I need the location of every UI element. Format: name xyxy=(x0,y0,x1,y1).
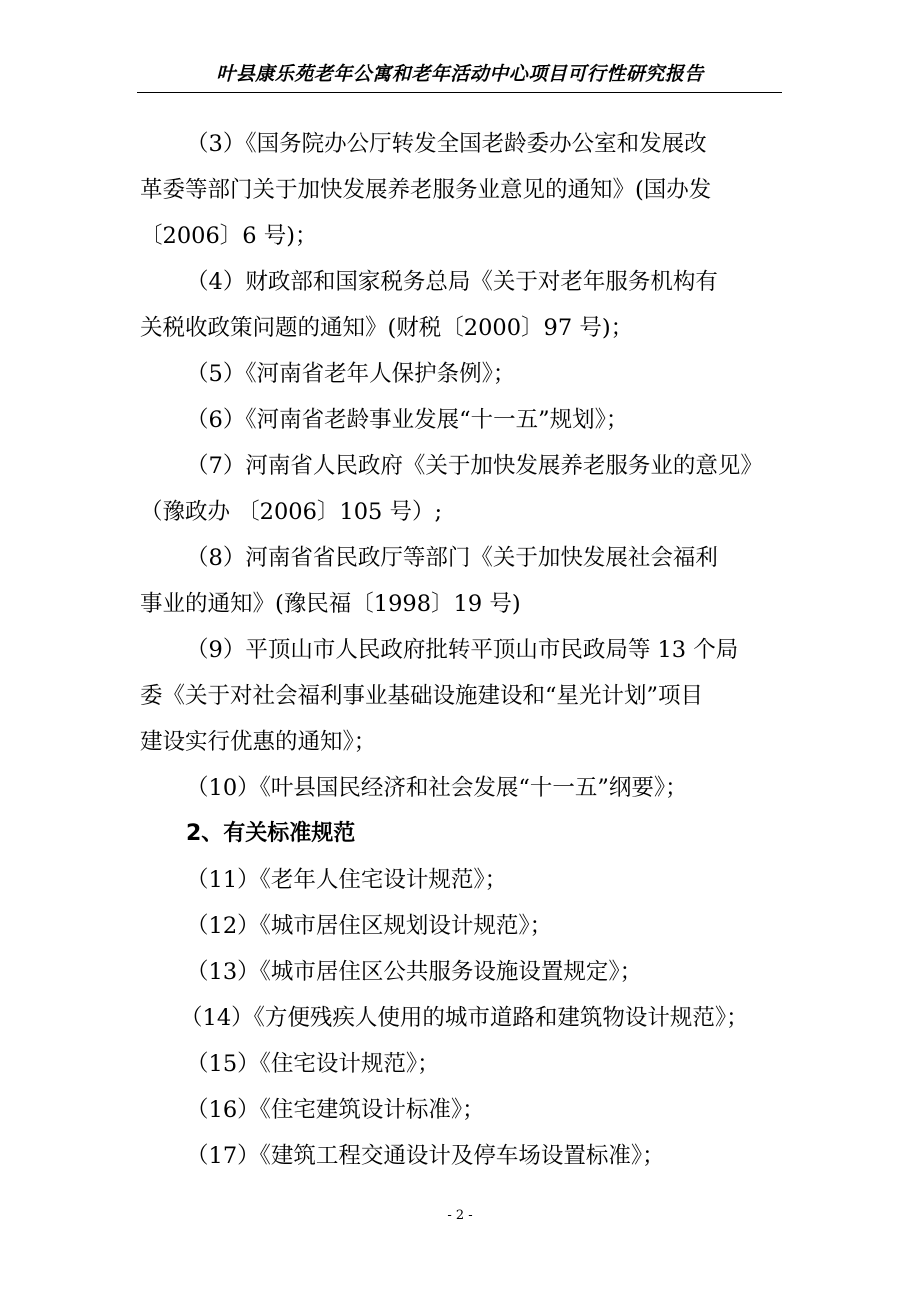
reference-item-8-line-1: （8）河南省省民政厅等部门《关于加快发展社会福利 xyxy=(186,545,718,571)
reference-item-5: （5）《河南省老年人保护条例》； xyxy=(186,361,516,387)
reference-item-3-line-2: 革委等部门关于加快发展养老服务业意见的通知》(国办发 xyxy=(140,177,712,203)
reference-item-8-line-2: 事业的通知》(豫民福〔1998〕19 号) xyxy=(140,591,521,617)
page-number: - 2 - xyxy=(447,1208,473,1223)
reference-item-9-line-1: （9）平顶山市人民政府批转平顶山市民政局等 13 个局 xyxy=(186,637,739,663)
standard-item-14: （14）《方便残疾人使用的城市道路和建筑物设计规范》； xyxy=(180,1005,749,1031)
reference-item-3-line-3: 〔2006〕6 号)； xyxy=(140,223,318,249)
standard-item-15: （15）《住宅设计规范》； xyxy=(186,1051,440,1077)
reference-item-6: （6）《河南省老龄事业发展“十一五”规划》； xyxy=(186,407,629,433)
header-divider xyxy=(137,92,782,93)
standard-item-16: （16）《住宅建筑设计标准》； xyxy=(186,1097,485,1123)
standard-item-12: （12）《城市居住区规划设计规范》； xyxy=(186,913,553,939)
reference-item-9-line-2: 委《关于对社会福利事业基础设施建设和“星光计划”项目 xyxy=(140,683,704,709)
section-heading: 2、有关标准规范 xyxy=(186,821,356,846)
standard-item-17: （17）《建筑工程交通设计及停车场设置标准》； xyxy=(186,1143,665,1169)
document-header-title: 叶县康乐苑老年公寓和老年活动中心项目可行性研究报告 xyxy=(216,63,704,85)
reference-item-4-line-2: 关税收政策问题的通知》(财税〔2000〕97 号)； xyxy=(140,315,634,341)
reference-item-10: （10）《叶县国民经济和社会发展“十一五”纲要》； xyxy=(186,775,688,801)
reference-item-9-line-3: 建设实行优惠的通知》； xyxy=(140,729,377,755)
reference-item-7-line-1: （7）河南省人民政府《关于加快发展养老服务业的意见》 xyxy=(186,453,763,479)
standard-item-13: （13）《城市居住区公共服务设施设置规定》； xyxy=(186,959,643,985)
reference-item-7-line-2: （豫政办 〔2006〕105 号）; xyxy=(140,499,443,525)
reference-item-3-line-1: （3）《国务院办公厅转发全国老龄委办公室和发展改 xyxy=(186,131,707,157)
reference-item-4-line-1: （4）财政部和国家税务总局《关于对老年服务机构有 xyxy=(186,269,718,295)
standard-item-11: （11）《老年人住宅设计规范》； xyxy=(186,867,508,893)
document-body xyxy=(140,121,792,1179)
